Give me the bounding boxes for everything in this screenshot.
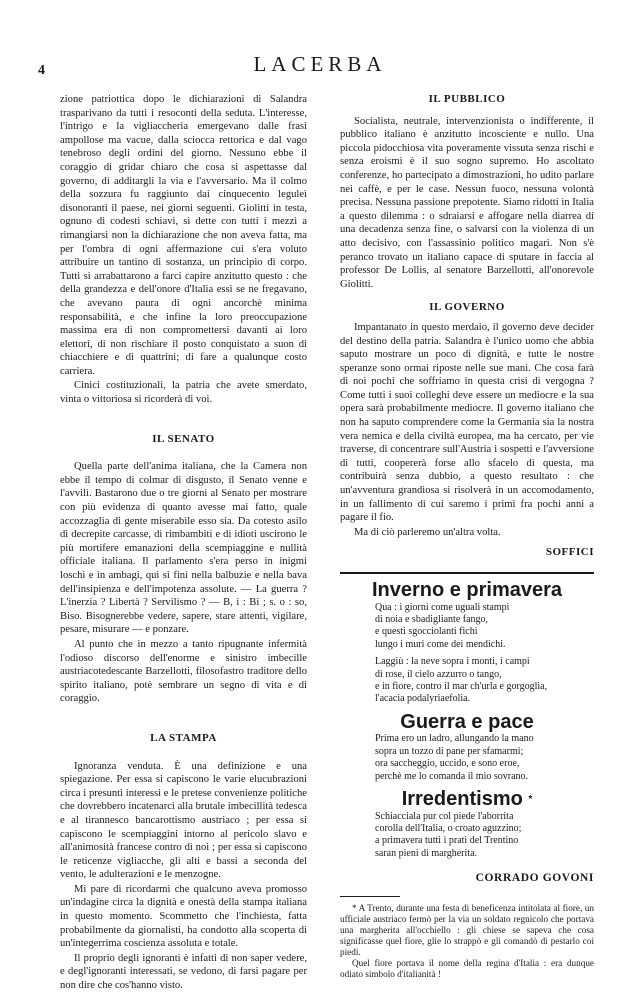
poem-irredentismo-title bbox=[340, 788, 594, 811]
governo-heading: IL GOVERNO bbox=[429, 301, 505, 314]
governo-paragraph-1: Impantanato in questo merdaio, il governo deve decider del destino della patria. Salandra è l'unico uomo che abbia saputo mostrare un poco di dignità, e tutte le nostre speranze sono ormai riposte nelle sue mani. Che cosa farà di noi pochi che soffriamo in questa crisi di vergogna ? Come tutti i suoi colleghi deve essere un mediocre e la sua opera sarà probabilmente mediocre. Il governo italiano che non ha saputo comprendere come la Germania sia la nostra vera nemica e della civiltà europea, ma ha cercato, per vie traverse, di concentrare sull'Austria i sospetti e l'avversione di tutti, coopererà forse allo sfacelo di questa, ma contribuirà senza dubbio, a questo resultato : che un'avventura grandiosa si risolverà in un accomodamento, in un fallimento di cui saremo i primi fra pochi anni a pagare il fio. bbox=[340, 321, 594, 524]
masthead: LACERBA bbox=[253, 52, 387, 76]
verse-line: e in fiore, contro il mar ch'urla e gorgoglia, bbox=[375, 681, 548, 693]
verse-line: Qua : i giorni come uguali stampi bbox=[375, 601, 510, 613]
senato-heading: IL SENATO bbox=[152, 432, 215, 445]
poem-irredentismo-stanza bbox=[375, 811, 594, 861]
verse-line: corolla dell'Italia, o croato aguzzino; bbox=[375, 823, 522, 835]
stampa-paragraph-3: Il proprio degli ignoranti è infatti di non saper vedere, e degl'ignoranti interessati, se vedono, di farsi pagare per non dire che cos'hanno visto. bbox=[60, 952, 307, 992]
footnote-asterisk: * bbox=[352, 902, 357, 913]
verse-line: ora saccheggio, uccido, e sono eroe, bbox=[375, 758, 520, 770]
senato-paragraph-1: Quella parte dell'anima italiana, che la Camera non ebbe il tempo di colmar di disgusto, il Senato venne e l'avvilì. Bastarono due o tre giorni al Senato per mostrare con più evidenza di quanto avesse mai fatto, quale accozzaglia di gente miserabile esso sia. Da cotesto asilo di decrepite carcasse, di rimbambiti e di idioti uscirono le più mortifere emanazioni della scempiaggine e nullità officiale italiana. Il parlamento s'era perso in inigmi loschi e in ambagi, qui si finì nella balbuzie e nella bava dell'insipienza e dell'impotenza assolute. — La guerra ? L'inerzia ? Libertà ? Servilismo ? — B, i : Bi ; s. o : so, Biso. Bisognerebbe vedere, sapere, stare attenti, vigilare, pesare, misurare — e ponzare. bbox=[60, 461, 307, 636]
poem-inverno-stanza-2 bbox=[375, 656, 594, 706]
verse-line: lungo i muri come dei mendichi. bbox=[375, 638, 506, 650]
verse-line: a primavera tutti i prati del Trentino bbox=[375, 835, 519, 847]
footnote-text-1: A Trento, durante una festa di beneficenza intitolata al fiore, un ufficiale austriaco fermò per la via un soldato regnicolo che portava una margherita all'occhiello : gli chiese se sapeva che cosa significasse quel fiore, glie lo strappò e gli comandò di pestarlo coi piedi. bbox=[340, 902, 594, 957]
poem-guerra-stanza bbox=[375, 733, 594, 783]
verse-line: perchè me lo comanda il mio sovrano. bbox=[375, 770, 529, 782]
pubblico-heading: IL PUBBLICO bbox=[428, 93, 506, 105]
poem-inverno-stanza-1 bbox=[375, 602, 594, 652]
stampa-paragraph-2: Mi pare di ricordarmi che qualcuno aveva promosso un'indagine circa la dignità e onestà della stampa italiana in questo momento. Scommetto che l'inchiesta, fatta probabilmente da giornalisti, ha condotto alla scoperta di un'integerrima coscienza assoluta e totale. bbox=[60, 883, 307, 950]
page-number: 4 bbox=[38, 63, 45, 78]
verse-line: l'acacia podalyriaefolia. bbox=[375, 693, 471, 705]
footnote-divider bbox=[340, 896, 400, 897]
footnote bbox=[340, 903, 594, 980]
footnote-marker: * bbox=[528, 794, 533, 806]
senato-paragraph-2: Al punto che in mezzo a tanto ripugnante infermità l'odioso discorso dell'enorme e sinistro imbecille austriacotedescante Barzellotti, filosofastro traditore dello spirito italiano, potè sembrare un segno di vita e di coraggio. bbox=[60, 638, 307, 705]
verse-line: di noia e sbadigliante fango, bbox=[375, 614, 489, 625]
intro-closing-paragraph: Cinici costituzionali, la patria che avete smerdato, vinta o vittoriosa si ricorderà di voi. bbox=[60, 380, 307, 406]
section-divider bbox=[340, 572, 594, 574]
verse-line: Prima ero un ladro, allungando la mano bbox=[375, 733, 534, 745]
verse-line: Schiacciala pur col piede l'aborrita bbox=[375, 810, 514, 822]
article-signature: SOFFICI bbox=[545, 546, 594, 559]
stampa-heading: LA STAMPA bbox=[150, 731, 217, 744]
verse-line: sopra un tozzo di pane per sfamarmi; bbox=[375, 745, 524, 757]
footnote-paragraph-1 bbox=[340, 903, 594, 958]
stampa-paragraph-1: Ignoranza venduta. È una definizione e una spiegazione. Per essa si capiscono le varie elucubrazioni circa i presunti interessi e le pretese convenienze politiche che dovrebbero incatenarci alla brutale imbecillità tedesca e al tirannesco bancarottismo austriaco ; per essa si capiscono le scempiaggini intorno al pericolo slavo e all'animosità francese contro di noi ; per essa si capiscono le reticenze vigliacche, gli alti e bassi a seconda del vento, le adulterazioni e le menzogne. bbox=[60, 760, 307, 881]
governo-paragraph-2: Ma di ciò parleremo un'altra volta. bbox=[354, 526, 501, 538]
poet-signature: CORRADO GOVONI bbox=[475, 872, 594, 885]
footnote-paragraph-2: Quel fiore portava il nome della regina d'Italia : era dunque odiato simbolo d'italianità ! bbox=[340, 957, 594, 979]
poem-irredentismo-title-text: Irredentismo bbox=[401, 788, 523, 811]
left-column bbox=[60, 93, 307, 994]
poem-inverno-title: Inverno e primavera bbox=[371, 579, 563, 601]
verse-line: Laggiù : la neve sopra i monti, i campi bbox=[375, 656, 530, 668]
right-column bbox=[340, 93, 594, 980]
poem-guerra-title: Guerra e pace bbox=[400, 710, 534, 733]
pubblico-paragraph: Socialista, neutrale, intervenzionista o indifferente, il pubblico italiano è anzitutto incosciente e nullo. Una piccola pidocchiosa vita poveramente vissuta senza rischi e senza eroismi è il suo sogno supremo. Ho ascoltato conferenze, ho partecipato a dimostrazioni, ho udito parlare nei caffè, e per le case. Nessun fuoco, nessuna volontà precisa. Nessuna passione prepotente. Siamo ridotti in Italia a questo dilemma : o sdraiarsi e affogare nella diarrea di una decadenza senza fine, o salvarsi con la violenza di un atto decisivo, con l'assassinio politico magari. Non s'è peranco trovato un italiano capace di sputare in faccia al professor De Lollis, al senatore Barzellotti, all'onorevole Giolitti. bbox=[340, 115, 594, 290]
intro-paragraph: zione patriottica dopo le dichiarazioni di Salandra trasparivano da tutti i resoconti della seduta. L'interesse, l'intrigo e la vigliaccheria emergevano dalle frasi ampollose ma vacue, dalla sciocca rettorica e dal vago tenebroso degli ordini del giorno. Nessuno ebbe il coraggio di gridar chiaro che cosa si aspettasse dal governo, di additargli la via e l'avversario. Ma il colmo della sozzura fu raggiunto dai cinquecento leguleì disonoranti il paese, nei giorni seguenti. Giolitti in testa, ognuno di codesti schiavi, si dette con tutti i mezzi a rimangiarsi non la dichiarazione che non aveva fatta, ma per l'ombra di ogni affermazione cui s'era voluto attribuire un tantino di sostanza, un principio di corpo. Tutti si arrabattarono a farci capire anzitutto questo : che della grandezza e dell'onore d'Italia essi se ne fregavano, che avevano paura di ogni ancorchè minima responsabilità, e che infine la loro preoccupazione massima era di non compromettersi davanti ai loro elettori, di non rischiare il posto conquistato a suon di chiacchiere e di quattrini; di fare a qualunque costo carriera. bbox=[60, 94, 307, 377]
verse-line: e questi sgocciolanti fichi bbox=[375, 626, 478, 638]
verse-line: saran pieni di margherita. bbox=[375, 847, 478, 859]
verse-line: di rose, il cielo azzurro o tango, bbox=[375, 668, 502, 680]
